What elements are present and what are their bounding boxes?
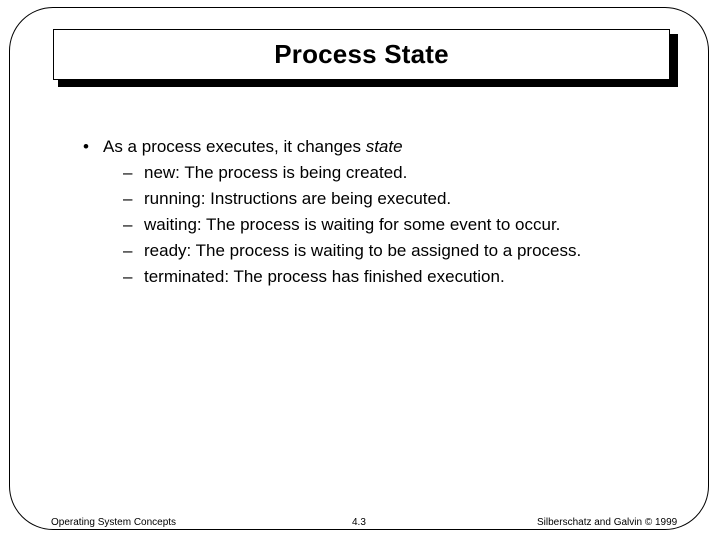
dash-icon: – [123,267,133,286]
dash-icon: – [123,241,133,260]
footer-copyright: Silberschatz and Galvin © 1999 [537,517,678,528]
sub-item-text: ready: The process is waiting to be assigned to a process. [144,241,582,260]
bullet-text-emphasis: state [365,137,403,156]
bullet-icon: • [83,137,89,156]
bullet-text-main: As a process executes, it changes [103,137,366,156]
sub-item-text: running: Instructions are being executed. [144,189,452,208]
dash-icon: – [123,215,133,234]
sub-item-running [83,186,693,212]
sub-item-new [83,160,693,186]
dash-icon: – [123,189,133,208]
sub-item-text: waiting: The process is waiting for some event to occur. [144,215,561,234]
bullet-list [83,134,693,290]
bullet-text [103,134,403,160]
sub-item-terminated [83,264,693,290]
sub-item-waiting [83,212,693,238]
bullet-item [83,134,693,160]
title-box [53,29,670,80]
dash-icon: – [123,163,133,182]
footer-page-number: 4.3 [352,517,366,528]
sub-item-text: terminated: The process has finished execution. [144,267,505,286]
sub-item-text: new: The process is being created. [144,163,408,182]
footer-course-title: Operating System Concepts [51,517,177,528]
sub-item-ready [83,238,693,264]
slide-title: Process State [274,39,449,69]
